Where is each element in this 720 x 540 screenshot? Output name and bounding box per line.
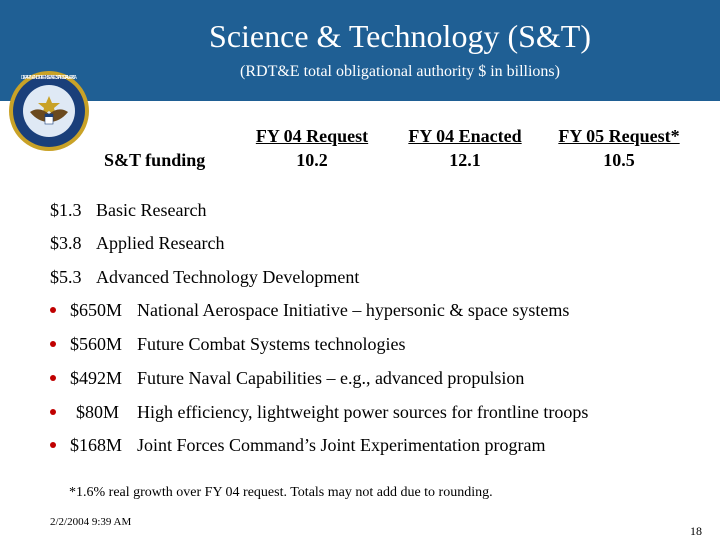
department-of-defense-seal-icon: [8, 70, 90, 152]
bullet-icon: [50, 409, 56, 415]
bullet-amount: $492M: [70, 368, 123, 388]
value-fy04-enacted: 12.1: [449, 150, 481, 170]
col-header-fy05-request: FY 05 Request*: [558, 126, 680, 146]
page-number: 18: [690, 524, 702, 538]
bullet-label: Future Naval Capabilities – e.g., advanced propulsion: [137, 368, 525, 388]
col-header-fy04-enacted: FY 04 Enacted: [408, 126, 522, 146]
bullet-label: Future Combat Systems technologies: [137, 334, 406, 354]
bullet-amount: $650M: [70, 300, 123, 320]
category-label: Applied Research: [96, 233, 225, 253]
bullet-label: National Aerospace Initiative – hypersonic & space systems: [137, 300, 570, 320]
category-basic-research: [50, 200, 206, 221]
bullet-label: Joint Forces Command’s Joint Experimentation program: [137, 435, 546, 455]
page-subtitle: (RDT&E total obligational authority $ in billions): [240, 63, 560, 80]
bullet-label: High efficiency, lightweight power sources for frontline troops: [137, 402, 589, 422]
value-fy04-request: 10.2: [296, 150, 328, 170]
list-item: [50, 368, 524, 389]
list-item: [50, 334, 405, 355]
bullet-icon: [50, 375, 56, 381]
value-fy05-request: 10.5: [603, 150, 635, 170]
st-funding-label: S&T funding: [104, 150, 206, 170]
col-header-fy04-request: FY 04 Request: [255, 126, 369, 146]
category-amount: $1.3: [50, 200, 82, 220]
seal-ring-text: DEPARTMENT OF DEFENSE · UNITED STATES OF AMERICA: [20, 75, 78, 81]
bullet-amount: $168M: [70, 435, 123, 455]
bullet-icon: [50, 341, 56, 347]
bullet-amount: $560M: [70, 334, 123, 354]
bullet-icon: [50, 442, 56, 448]
category-label: Advanced Technology Development: [96, 267, 360, 287]
bullet-amount: $80M: [76, 402, 120, 422]
category-advanced-technology: [50, 267, 359, 288]
category-amount: $3.8: [50, 233, 82, 253]
page-title: Science & Technology (S&T): [209, 18, 591, 54]
slide-date: 2/2/2004 9:39 AM: [50, 516, 132, 528]
category-applied-research: [50, 233, 224, 254]
category-amount: $5.3: [50, 267, 82, 287]
list-item: [50, 435, 545, 456]
list-item: [50, 402, 588, 423]
bullet-icon: [50, 307, 56, 313]
list-item: [50, 300, 569, 321]
category-label: Basic Research: [96, 200, 207, 220]
footnote: *1.6% real growth over FY 04 request. Totals may not add due to rounding.: [69, 485, 493, 500]
